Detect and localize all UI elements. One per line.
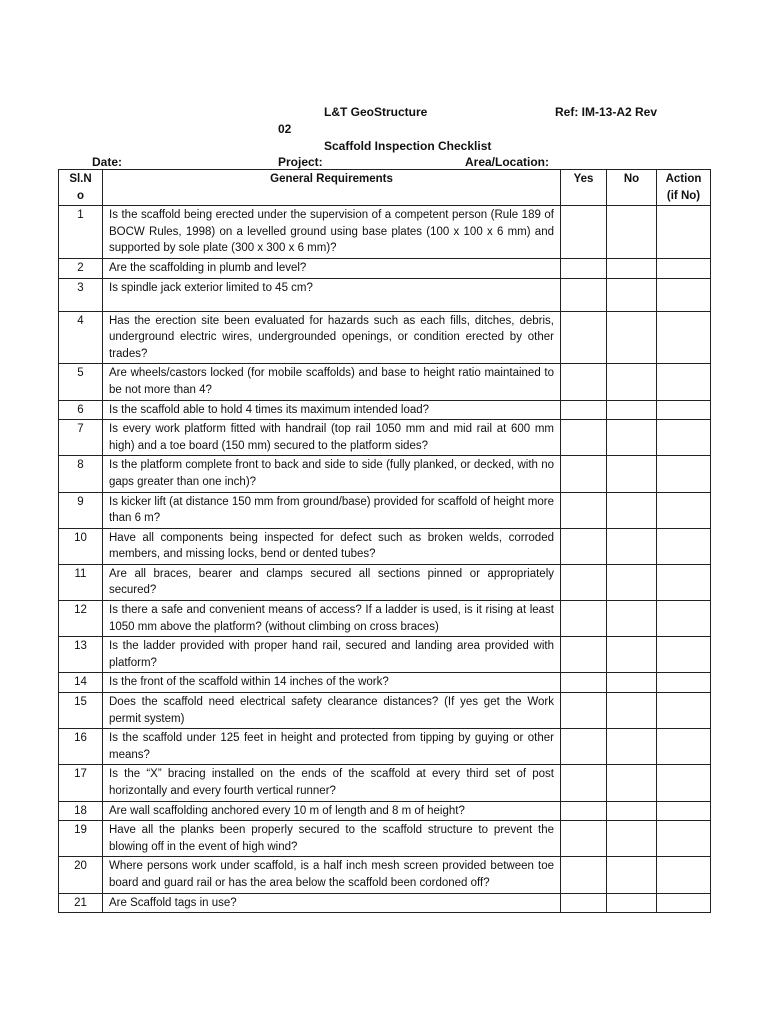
- requirement-text: Has the erection site been evaluated for hazards such as each fills, ditches, debris, underground electric wires, undergrounded openings, or condition erected by other trades?: [103, 311, 561, 364]
- requirement-text: Is the scaffold able to hold 4 times its maximum intended load?: [103, 400, 561, 420]
- yes-checkbox-cell[interactable]: [561, 278, 607, 311]
- requirement-text: Are the scaffolding in plumb and level?: [103, 258, 561, 278]
- row-number: 14: [59, 673, 103, 693]
- requirements-column-header: General Requirements: [103, 170, 561, 206]
- no-checkbox-cell[interactable]: [607, 893, 657, 913]
- requirement-text: Is the front of the scaffold within 14 inches of the work?: [103, 673, 561, 693]
- table-row: [59, 206, 711, 259]
- no-checkbox-cell[interactable]: [607, 601, 657, 637]
- yes-checkbox-cell[interactable]: [561, 400, 607, 420]
- requirement-text: Is the scaffold under 125 feet in height and protected from tipping by guying or other means?: [103, 729, 561, 765]
- action-cell[interactable]: [657, 564, 711, 600]
- slno-header-line2: o: [76, 189, 85, 202]
- table-row: [59, 311, 711, 364]
- table-row: [59, 765, 711, 801]
- table-row: [59, 801, 711, 821]
- requirement-text: Where persons work under scaffold, is a half inch mesh screen provided between toe board and guard rail or has the area below the scaffold been cordoned off?: [103, 857, 561, 893]
- requirement-text: Are Scaffold tags in use?: [103, 893, 561, 913]
- no-checkbox-cell[interactable]: [607, 729, 657, 765]
- yes-checkbox-cell[interactable]: [561, 528, 607, 564]
- table-row: [59, 857, 711, 893]
- table-row: [59, 601, 711, 637]
- requirement-text: Does the scaffold need electrical safety clearance distances? (If yes get the Work permit system): [103, 693, 561, 729]
- row-number: 4: [59, 311, 103, 364]
- action-cell[interactable]: [657, 492, 711, 528]
- table-row: [59, 420, 711, 456]
- requirement-text: Is the platform complete front to back and side to side (fully planked, or decked, with no gaps greater than one inch)?: [103, 456, 561, 492]
- slno-header-line1: Sl.N: [69, 173, 92, 185]
- yes-checkbox-cell[interactable]: [561, 456, 607, 492]
- yes-checkbox-cell[interactable]: [561, 693, 607, 729]
- requirement-text: Is spindle jack exterior limited to 45 cm?: [103, 278, 561, 311]
- yes-checkbox-cell[interactable]: [561, 492, 607, 528]
- yes-checkbox-cell[interactable]: [561, 601, 607, 637]
- table-row: [59, 673, 711, 693]
- action-cell[interactable]: [657, 420, 711, 456]
- no-checkbox-cell[interactable]: [607, 364, 657, 400]
- action-cell[interactable]: [657, 693, 711, 729]
- row-number: 1: [59, 206, 103, 259]
- yes-checkbox-cell[interactable]: [561, 765, 607, 801]
- row-number: 11: [59, 564, 103, 600]
- yes-checkbox-cell[interactable]: [561, 637, 607, 673]
- action-header-line2: (if No): [666, 189, 701, 202]
- requirement-text: Are wall scaffolding anchored every 10 m of length and 8 m of height?: [103, 801, 561, 821]
- no-checkbox-cell[interactable]: [607, 311, 657, 364]
- yes-checkbox-cell[interactable]: [561, 801, 607, 821]
- action-cell[interactable]: [657, 729, 711, 765]
- table-row: [59, 637, 711, 673]
- row-number: 20: [59, 857, 103, 893]
- yes-checkbox-cell[interactable]: [561, 729, 607, 765]
- action-cell[interactable]: [657, 765, 711, 801]
- no-checkbox-cell[interactable]: [607, 206, 657, 259]
- requirement-text: Is every work platform fitted with handrail (top rail 1050 mm and mid rail at 600 mm high) and a toe board (150 mm) secured to the platform sides?: [103, 420, 561, 456]
- action-cell[interactable]: [657, 637, 711, 673]
- requirement-text: Are wheels/castors locked (for mobile scaffolds) and base to height ratio maintained to be not more than 4?: [103, 364, 561, 400]
- no-checkbox-cell[interactable]: [607, 278, 657, 311]
- no-checkbox-cell[interactable]: [607, 637, 657, 673]
- yes-checkbox-cell[interactable]: [561, 821, 607, 857]
- yes-checkbox-cell[interactable]: [561, 857, 607, 893]
- row-number: 2: [59, 258, 103, 278]
- no-column-header: No: [607, 170, 657, 206]
- area-location-label: Area/Location:: [465, 155, 550, 169]
- table-row: [59, 456, 711, 492]
- requirement-text: Have all the planks been properly secured to the scaffold structure to prevent the blowing off in the event of high wind?: [103, 821, 561, 857]
- action-cell[interactable]: [657, 601, 711, 637]
- no-checkbox-cell[interactable]: [607, 564, 657, 600]
- document-revision: 02: [278, 122, 292, 136]
- yes-checkbox-cell[interactable]: [561, 364, 607, 400]
- no-checkbox-cell[interactable]: [607, 765, 657, 801]
- row-number: 5: [59, 364, 103, 400]
- document-title: Scaffold Inspection Checklist: [324, 139, 492, 153]
- no-checkbox-cell[interactable]: [607, 258, 657, 278]
- company-name: L&T GeoStructure: [324, 105, 428, 119]
- row-number: 15: [59, 693, 103, 729]
- table-row: [59, 693, 711, 729]
- action-header-line1: Action: [665, 173, 702, 185]
- yes-checkbox-cell[interactable]: [561, 673, 607, 693]
- yes-checkbox-cell[interactable]: [561, 206, 607, 259]
- action-cell[interactable]: [657, 673, 711, 693]
- action-cell[interactable]: [657, 456, 711, 492]
- row-number: 12: [59, 601, 103, 637]
- action-cell[interactable]: [657, 311, 711, 364]
- no-checkbox-cell[interactable]: [607, 821, 657, 857]
- no-checkbox-cell[interactable]: [607, 528, 657, 564]
- requirement-text: Is the scaffold being erected under the supervision of a competent person (Rule 189 of BOCW Rules, 1998) on a levelled ground using base plates (100 x 100 x 6 mm) and supported by sole plate (300 x 300 x 6 mm)?: [103, 206, 561, 259]
- no-checkbox-cell[interactable]: [607, 801, 657, 821]
- table-row: [59, 893, 711, 913]
- inspection-checklist-table: [58, 169, 711, 913]
- row-number: 18: [59, 801, 103, 821]
- table-row: [59, 528, 711, 564]
- action-cell[interactable]: [657, 400, 711, 420]
- no-checkbox-cell[interactable]: [607, 492, 657, 528]
- yes-column-header: Yes: [561, 170, 607, 206]
- yes-checkbox-cell[interactable]: [561, 311, 607, 364]
- no-checkbox-cell[interactable]: [607, 693, 657, 729]
- table-row: [59, 278, 711, 311]
- action-cell[interactable]: [657, 821, 711, 857]
- yes-checkbox-cell[interactable]: [561, 420, 607, 456]
- table-row: [59, 364, 711, 400]
- requirement-text: Have all components being inspected for defect such as broken welds, corroded members, and missing locks, bend or dented tubes?: [103, 528, 561, 564]
- no-checkbox-cell[interactable]: [607, 400, 657, 420]
- table-row: [59, 821, 711, 857]
- project-label: Project:: [278, 155, 323, 169]
- no-checkbox-cell[interactable]: [607, 857, 657, 893]
- action-cell[interactable]: [657, 857, 711, 893]
- row-number: 16: [59, 729, 103, 765]
- requirement-text: Is there a safe and convenient means of access? If a ladder is used, is it rising at least 1050 mm above the platform? (without climbing on cross braces): [103, 601, 561, 637]
- requirement-text: Are all braces, bearer and clamps secured all sections pinned or appropriately secured?: [103, 564, 561, 600]
- no-checkbox-cell[interactable]: [607, 420, 657, 456]
- row-number: 7: [59, 420, 103, 456]
- row-number: 13: [59, 637, 103, 673]
- requirement-text: Is the “X” bracing installed on the ends of the scaffold at every third set of post horizontally and every fourth vertical runner?: [103, 765, 561, 801]
- no-checkbox-cell[interactable]: [607, 456, 657, 492]
- row-number: 21: [59, 893, 103, 913]
- yes-checkbox-cell[interactable]: [561, 893, 607, 913]
- no-checkbox-cell[interactable]: [607, 673, 657, 693]
- action-cell[interactable]: [657, 364, 711, 400]
- document-ref: Ref: IM-13-A2 Rev: [555, 105, 658, 119]
- row-number: 17: [59, 765, 103, 801]
- table-row: [59, 564, 711, 600]
- table-header-row: [59, 170, 711, 206]
- action-cell[interactable]: [657, 893, 711, 913]
- row-number: 19: [59, 821, 103, 857]
- table-row: [59, 729, 711, 765]
- table-row: [59, 400, 711, 420]
- table-row: [59, 492, 711, 528]
- table-row: [59, 258, 711, 278]
- row-number: 9: [59, 492, 103, 528]
- row-number: 8: [59, 456, 103, 492]
- action-cell[interactable]: [657, 801, 711, 821]
- requirement-text: Is kicker lift (at distance 150 mm from ground/base) provided for scaffold of height more than 6 m?: [103, 492, 561, 528]
- row-number: 3: [59, 278, 103, 311]
- yes-checkbox-cell[interactable]: [561, 258, 607, 278]
- requirement-text: Is the ladder provided with proper hand rail, secured and landing area provided with platform?: [103, 637, 561, 673]
- row-number: 10: [59, 528, 103, 564]
- slno-column-header: [59, 170, 103, 206]
- yes-checkbox-cell[interactable]: [561, 564, 607, 600]
- action-cell[interactable]: [657, 528, 711, 564]
- date-label: Date:: [92, 155, 123, 169]
- action-column-header: [657, 170, 711, 206]
- action-cell[interactable]: [657, 206, 711, 259]
- action-cell[interactable]: [657, 278, 711, 311]
- row-number: 6: [59, 400, 103, 420]
- action-cell[interactable]: [657, 258, 711, 278]
